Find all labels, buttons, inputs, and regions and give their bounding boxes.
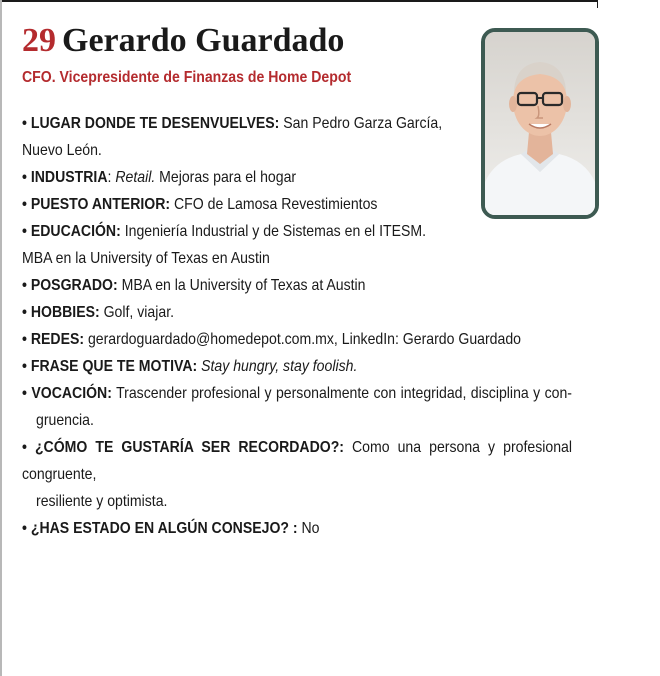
fact-value-italic: Retail. [115,169,156,186]
fact-label: • HOBBIES: [22,304,100,321]
fact-value: gerardoguardado@homedepot.com.mx, LinkedIn: Gerardo Guardado [84,331,522,348]
fact-hobbies [22,299,596,326]
fact-value-continuation: gruencia. [36,412,94,429]
fact-label: • FRASE QUE TE MOTIVA: [22,358,198,375]
fact-educacion [22,218,596,272]
fact-label: • LUGAR DONDE TE DESENVUELVES: [22,115,280,132]
fact-value-continuation: MBA en la University of Texas en Austin [22,250,270,267]
fact-row-continuation [36,488,529,515]
fact-value-continuation: Nuevo León. [22,142,102,159]
fact-row [22,218,527,245]
fact-label: • ¿CÓMO TE GUSTARÍA SER RECORDADO?: [22,439,344,456]
profile-facts [22,110,596,542]
fact-value-italic: Stay hungry, stay foolish. [197,358,358,375]
fact-value: Mejoras para el hogar [155,169,297,186]
fact-value: San Pedro Garza García, [279,115,443,132]
fact-row-continuation [36,407,529,434]
fact-separator: : [107,169,116,186]
fact-label: • EDUCACIÓN: [22,223,121,240]
fact-row [22,272,527,299]
fact-row [22,353,527,380]
fact-row [22,299,527,326]
ranking-number: 29 [22,22,56,59]
fact-label: • VOCACIÓN: [22,385,112,402]
fact-row-continuation [22,245,527,272]
fact-row [22,191,527,218]
fact-row-continuation [22,137,527,164]
fact-puesto-anterior [22,191,596,218]
fact-consejo [22,515,596,542]
fact-row [22,164,527,191]
fact-label: • REDES: [22,331,85,348]
profile-title [22,18,344,64]
fact-row [22,434,572,488]
position-subtitle: CFO. Vicepresidente de Finanzas de Home Depot [22,69,352,86]
fact-vocacion [22,380,596,434]
fact-value: Trascender profesional y personalmente con integridad, disciplina y con- [111,385,573,402]
fact-label: • PUESTO ANTERIOR: [22,196,171,213]
fact-recordado [22,434,596,515]
fact-value: MBA en la University of Texas at Austin [117,277,366,294]
person-name: Gerardo Guardado [62,22,345,59]
fact-row [22,380,572,407]
fact-label: • INDUSTRIA [22,169,108,186]
fact-value: Golf, viajar. [99,304,175,321]
top-rule [0,0,598,2]
fact-posgrado [22,272,596,299]
fact-value-continuation: resiliente y optimista. [36,493,168,510]
fact-industria [22,164,596,191]
fact-value: Como una persona y profesional congruente, [22,439,572,483]
fact-frase [22,353,596,380]
fact-value: Ingeniería Industrial y de Sistemas en el ITESM. [120,223,427,240]
fact-row [22,110,527,137]
fact-label: • POSGRADO: [22,277,118,294]
fact-value: CFO de Lamosa Revestimientos [170,196,378,213]
fact-row [22,515,527,542]
fact-value: No [297,520,320,537]
fact-lugar [22,110,596,164]
fact-label: • ¿HAS ESTADO EN ALGÚN CONSEJO? : [22,520,298,537]
fact-row [22,326,527,353]
fact-redes [22,326,596,353]
left-rule [0,0,2,676]
right-rule-tick [597,0,598,8]
